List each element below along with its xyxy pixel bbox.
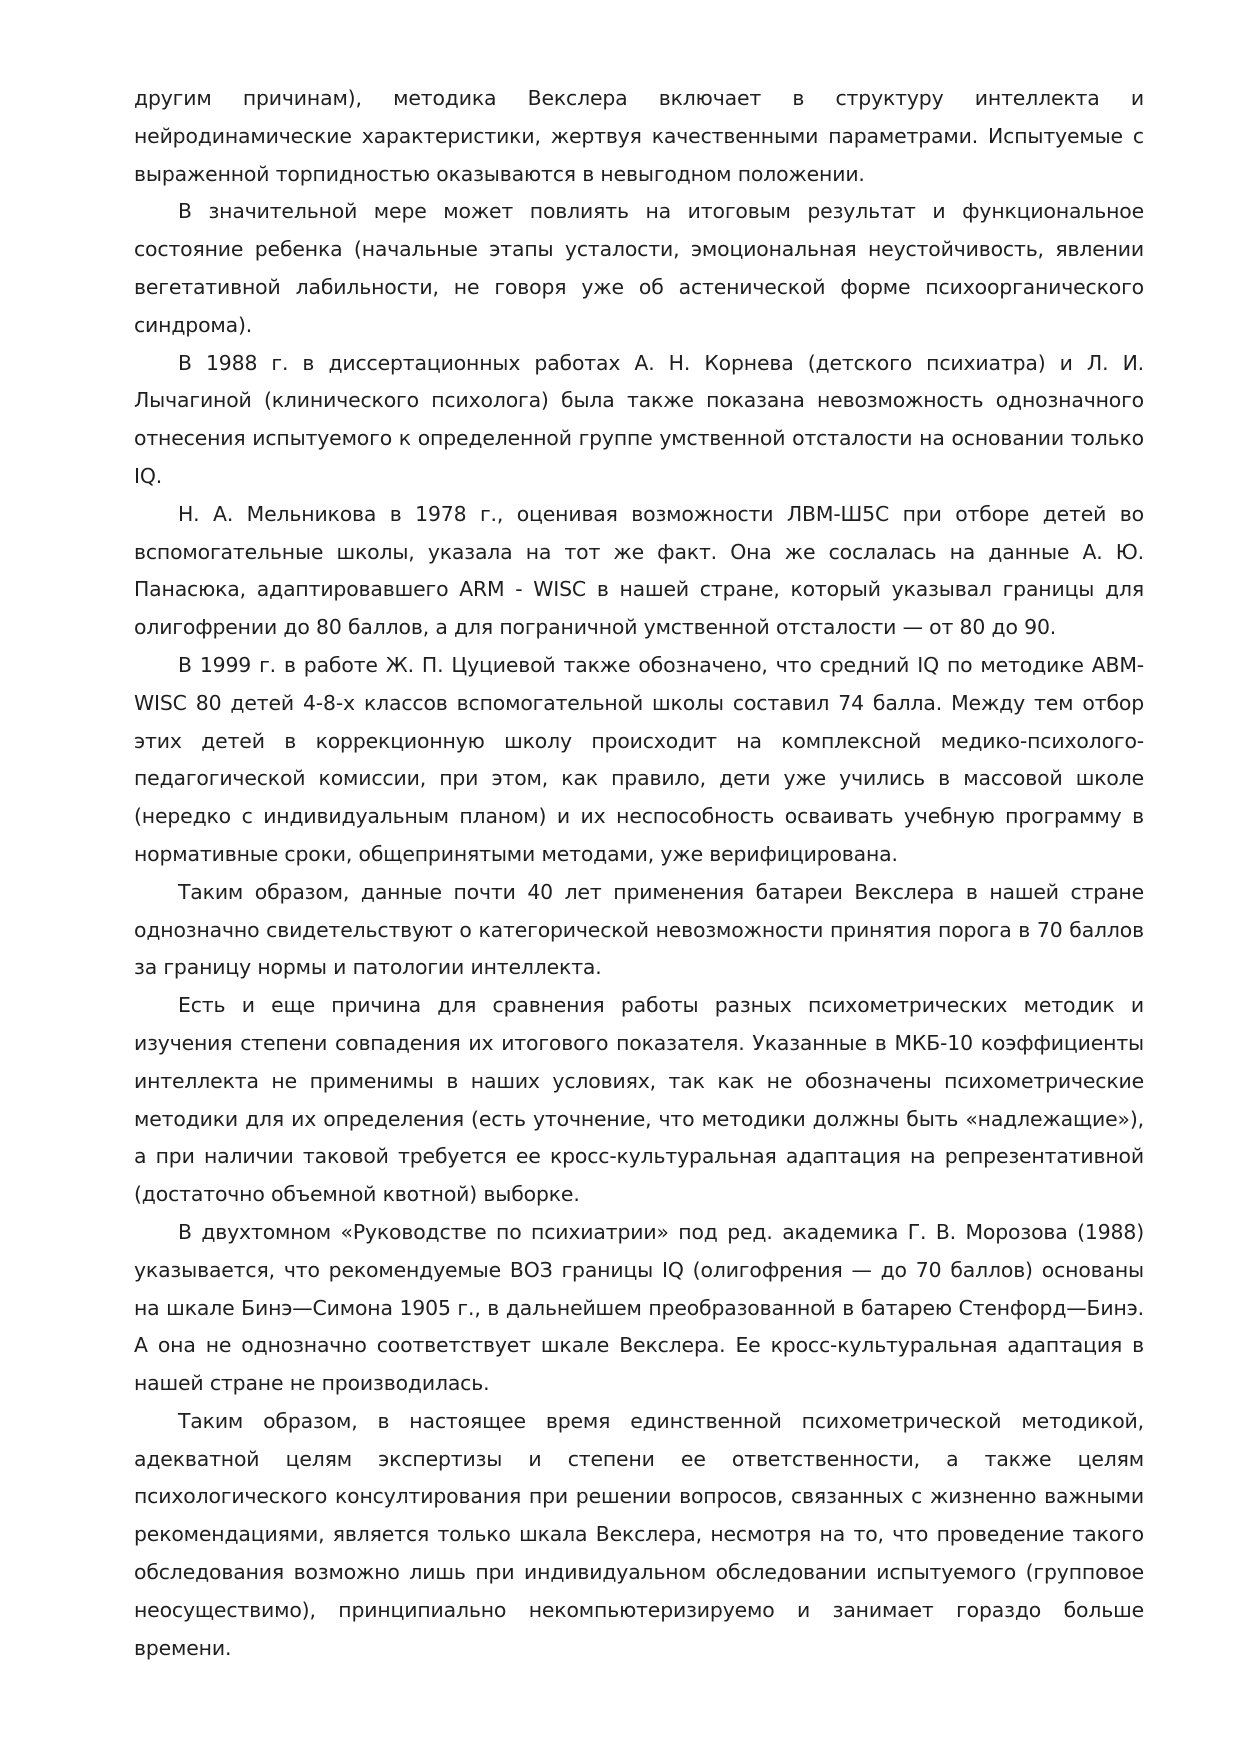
paragraph-5: В 1999 г. в работе Ж. П. Цуциевой также обозначено, что средний IQ по методике АВМ- WISC 80 детей 4-8-х классов вспомогательной школы составил 74 балла. Между тем отбор этих детей в коррекционную школу происходит на комплексной медико-психолого-педагогической комиссии, при этом, как правило, дети уже учились в массовой школе (нередко с индивидуальным планом) и их неспособность осваивать учебную программу в нормативные сроки, общепринятыми методами, уже верифицирована. bbox=[134, 652, 1144, 866]
paragraph-4: Н. А. Мельникова в 1978 г., оценивая возможности ЛВМ-Ш5С при отборе детей во вспомогательные школы, указала на тот же факт. Она же сослалась на данные А. Ю. Панасюка, адаптировавшего ARM - WISC в нашей стране, который указывал границы для олигофрении до 80 баллов, а для пограничной умственной отсталости — от 80 до 90. bbox=[134, 501, 1144, 640]
paragraph-6: Таким образом, данные почти 40 лет применения батареи Векслера в нашей стране однозначно свидетельствуют о категорической невозможности принятия порога в 70 баллов за границу нормы и патологии интеллекта. bbox=[134, 879, 1144, 980]
paragraph-9: Таким образом, в настоящее время единственной психометрической методикой, адекватной целям экспертизы и степени ее ответственности, а также целям психологического консултирования при решении вопросов, связанных с жизненно важными рекомендациями, является только шкала Векслера, несмотря на то, что проведение такого обследования возможно лишь при индивидуальном обследовании испытуемого (групповое неосуществимо), принципиально некомпьютеризируемо и занимает гораздо больше времени. bbox=[134, 1408, 1144, 1660]
paragraph-7: Есть и еще причина для сравнения работы разных психометрических методик и изучения степени совпадения их итогового показателя. Указанные в МКБ-10 коэффициенты интеллекта не применимы в наших условиях, так как не обозначены психометрические методики для их определения (есть уточнение, что методики должны быть «надлежащие»), а при наличии таковой требуется ее кросс-культуральная адаптация на репрезентативной (достаточно объемной квотной) выборке. bbox=[134, 993, 1144, 1207]
paragraph-2: В значительной мере может повлиять на итоговым результат и функциональное состояние ребенка (начальные этапы усталости, эмоциональная неустойчивость, явлении вегетативной лабильности, не говоря уже об астенической форме психоорганического синдрома). bbox=[134, 199, 1144, 337]
paragraph-1: другим причинам), методика Векслера включает в структуру интеллекта и нейродинамические характеристики, жертвуя качественными параметрами. Испытуемые с выраженной торпидностью оказываются в невыгодном положении. bbox=[134, 86, 1144, 186]
document-page bbox=[134, 80, 1144, 1667]
paragraph-8: В двухтомном «Руководстве по психиатрии» под ред. академика Г. В. Морозова (1988) указывается, что рекомендуемые ВОЗ границы IQ (олигофрения — до 70 баллов) основаны на шкале Бинэ—Симона 1905 г., в дальнейшем преобразованной в батарею Стенфорд—Бинэ. А она не однозначно соответствует шкале Векслера. Ее кросс-культуральная адаптация в нашей стране не производилась. bbox=[134, 1219, 1144, 1396]
paragraph-3: В 1988 г. в диссертационных работах А. Н. Корнева (детского психиатра) и Л. И. Лычагиной (клинического психолога) была также показана невозможность однозначного отнесения испытуемого к определенной группе умственной отсталости на основании только IQ. bbox=[134, 350, 1144, 488]
